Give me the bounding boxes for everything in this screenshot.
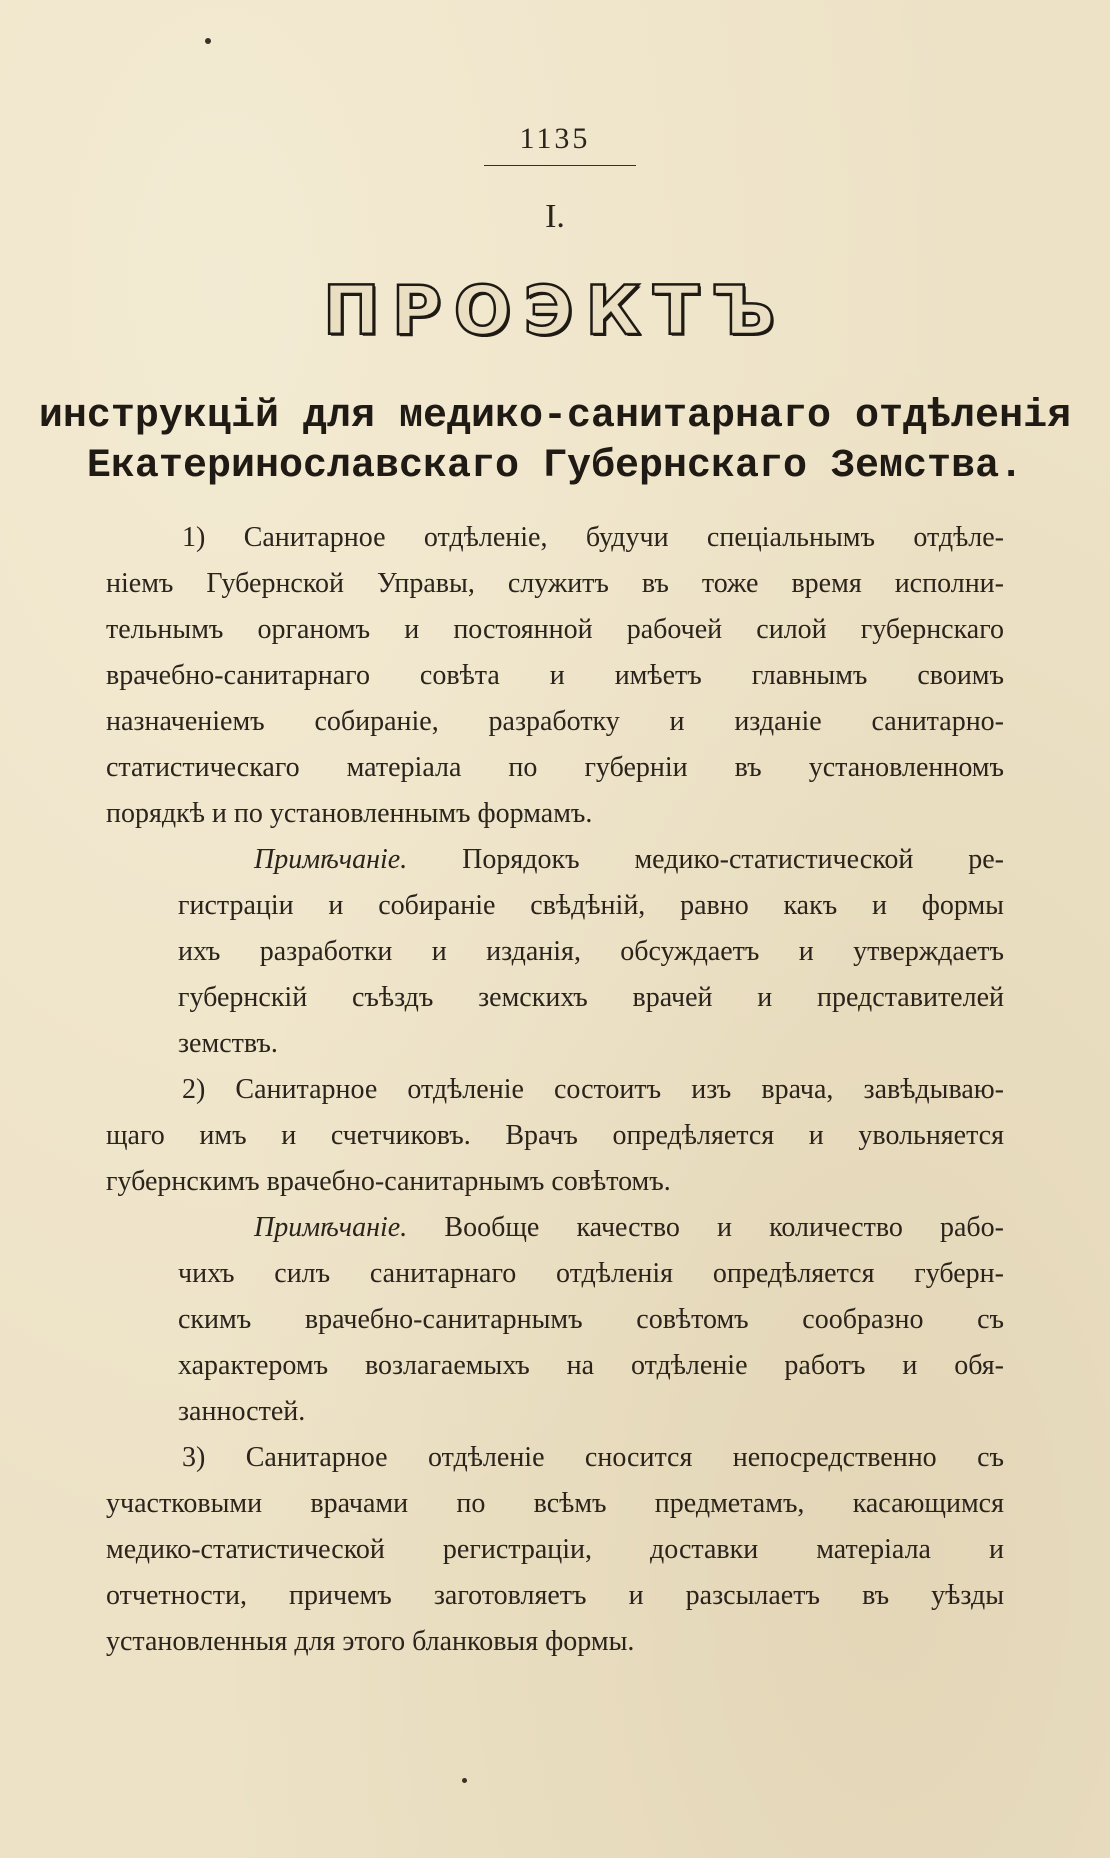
text-line: губернскій съѣздъ земскихъ врачей и представителей (178, 982, 1004, 1013)
text-line: щаго имъ и счетчиковъ. Врачъ опредѣляется и увольняется (106, 1120, 1004, 1151)
text-line: занностей. (178, 1396, 306, 1427)
text-line: порядкѣ и по установленнымъ формамъ. (106, 798, 593, 829)
section-number: I. (545, 198, 565, 235)
paragraph-1 (106, 515, 1004, 837)
note-1 (106, 837, 1004, 1067)
ink-speck (462, 1778, 467, 1783)
paragraph-2 (106, 1067, 1004, 1205)
text-line: отчетности, причемъ заготовляетъ и разсылаетъ въ уѣзды (106, 1580, 1004, 1611)
text-line: установленныя для этого бланковыя формы. (106, 1626, 635, 1657)
text-line: 1) Санитарное отдѣленіе, будучи спеціальнымъ отдѣле- (182, 522, 1004, 553)
text-line: ніемъ Губернской Управы, служитъ въ тоже время исполни- (106, 568, 1004, 599)
document-subtitle (0, 392, 1110, 492)
text-line: статистическаго матеріала по губерніи въ установленномъ (106, 752, 1004, 783)
note-label: Примѣчаніе. (254, 1212, 408, 1243)
text-fragment: Вообще качество и количество рабо- (444, 1212, 1005, 1243)
text-line: земствъ. (178, 1028, 278, 1059)
text-line: медико-статистической регистраціи, доставки матеріала и (106, 1534, 1004, 1565)
text-line: тельнымъ органомъ и постоянной рабочей силой губернскаго (106, 614, 1004, 645)
note-label: Примѣчаніе. (254, 844, 408, 875)
text-line: 3) Санитарное отдѣленіе сносится непосредственно съ (182, 1442, 1004, 1473)
document-body (106, 515, 1004, 1665)
note-first-line (178, 837, 1004, 883)
text-fragment: Порядокъ медико-статистической ре- (462, 844, 1005, 875)
paragraph-3 (106, 1435, 1004, 1665)
text-line: характеромъ возлагаемыхъ на отдѣленіе работъ и обя- (178, 1350, 1004, 1381)
document-title: ПРОЭКТЪ (322, 272, 788, 351)
page-number-rule (484, 165, 636, 166)
text-line: чихъ силъ санитарнаго отдѣленія опредѣляется губерн- (178, 1258, 1004, 1289)
text-line: врачебно-санитарнаго совѣта и имѣетъ главнымъ своимъ (106, 660, 1004, 691)
subtitle-line: Екатеринославскаго Губернскаго Земства. (86, 444, 1024, 489)
subtitle-line: инструкцій для медико-санитарнаго отдѣленія (38, 394, 1072, 439)
text-line: участковыми врачами по всѣмъ предметамъ, касающимся (106, 1488, 1004, 1519)
note-first-line (178, 1205, 1004, 1251)
text-line: губернскимъ врачебно-санитарнымъ совѣтомъ. (106, 1166, 671, 1197)
page-number: 1135 (519, 122, 591, 155)
ink-speck (205, 38, 211, 44)
text-line: ихъ разработки и изданія, обсуждаетъ и утверждаетъ (178, 936, 1004, 967)
text-line: гистраціи и собираніе свѣдѣній, равно какъ и формы (178, 890, 1004, 921)
text-line: скимъ врачебно-санитарнымъ совѣтомъ сообразно съ (178, 1304, 1004, 1335)
note-2 (106, 1205, 1004, 1435)
text-line: 2) Санитарное отдѣленіе состоитъ изъ врача, завѣдываю- (182, 1074, 1004, 1105)
text-line: назначеніемъ собираніе, разработку и изданіе санитарно- (106, 706, 1004, 737)
